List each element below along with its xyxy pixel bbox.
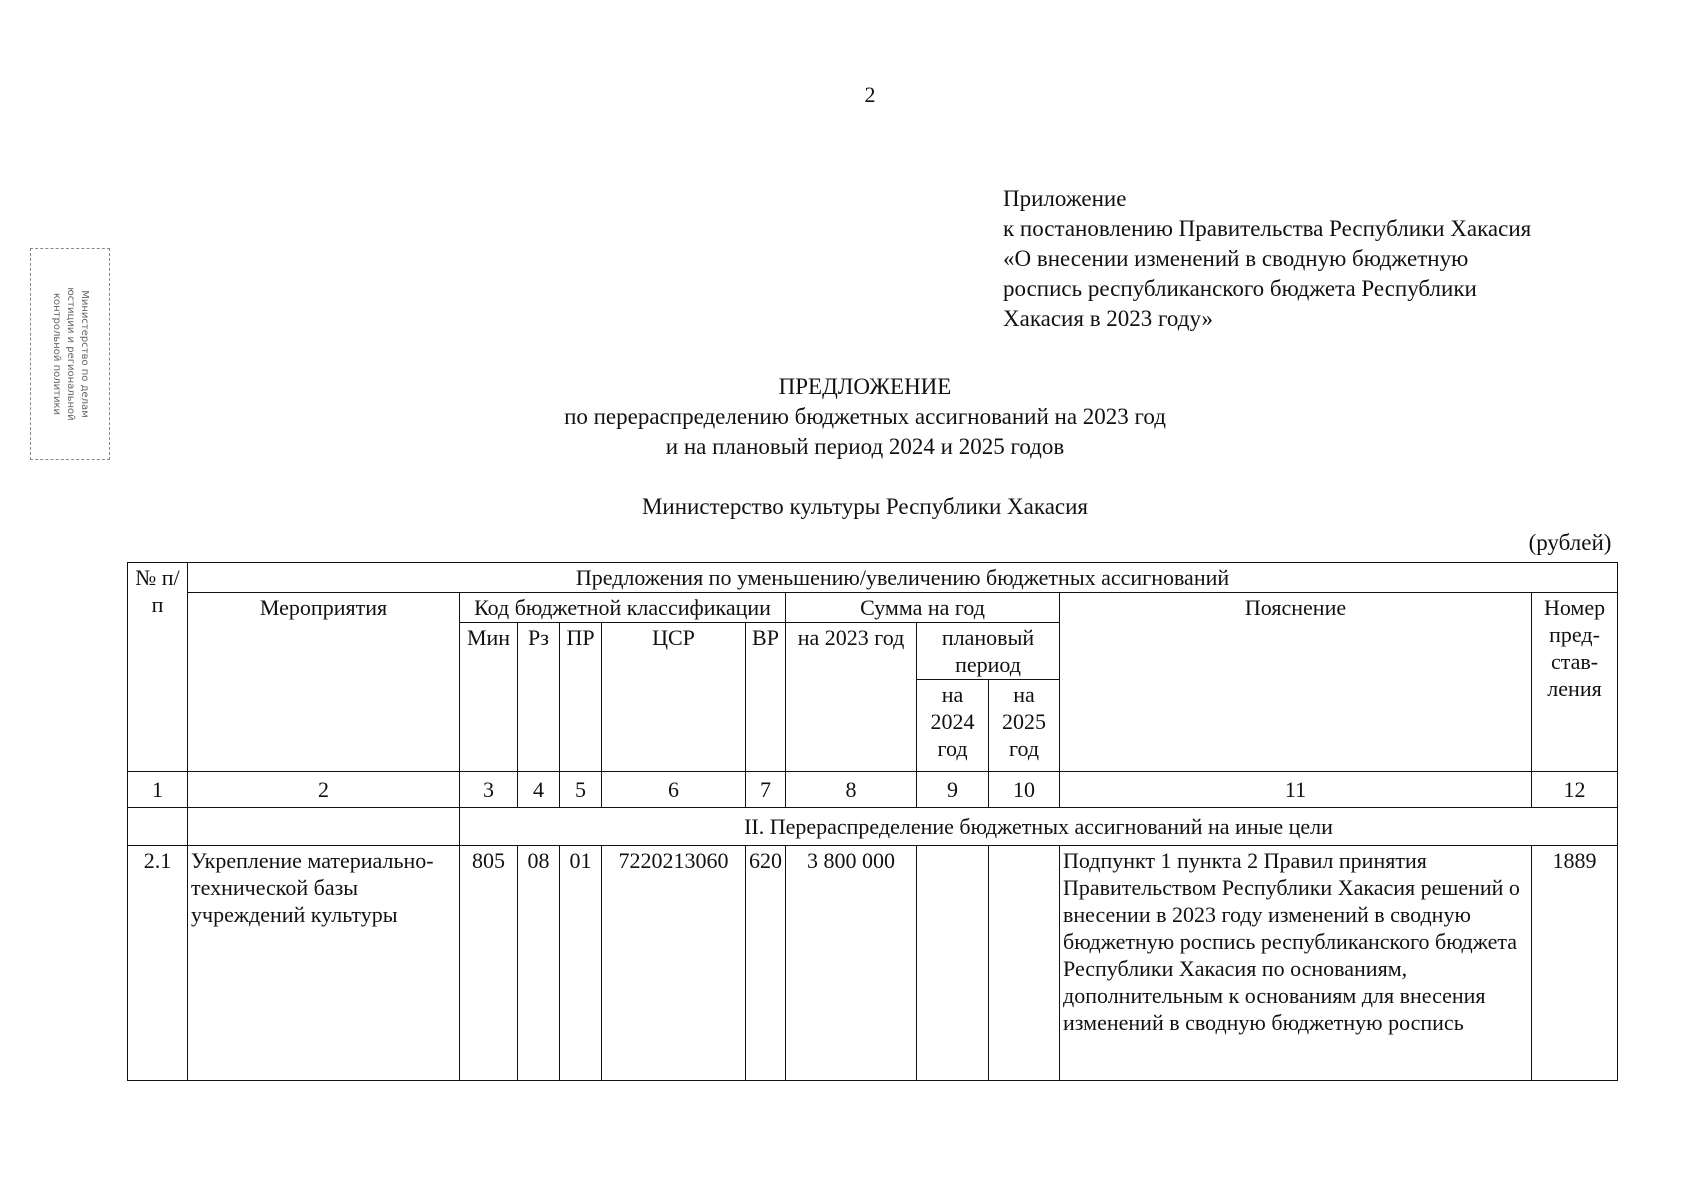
title-line: по перераспределению бюджетных ассигнований на 2023 год	[564, 404, 1166, 429]
header-csr: ЦСР	[602, 623, 746, 772]
column-number-row	[128, 772, 1618, 808]
document-title	[0, 372, 1698, 462]
row-sum-2024	[917, 846, 989, 1081]
row-rz: 08	[518, 846, 560, 1081]
column-number: 5	[560, 772, 602, 808]
column-number: 10	[989, 772, 1060, 808]
row-csr: 7220213060	[602, 846, 746, 1081]
header-no: № п/п	[128, 563, 188, 772]
header-planned: плановый период	[917, 623, 1060, 680]
header-number: Номер пред-став-ления	[1532, 593, 1618, 772]
header-min: Мин	[460, 623, 518, 772]
section-empty-cell	[128, 808, 188, 846]
column-number: 6	[602, 772, 746, 808]
row-vr: 620	[746, 846, 786, 1081]
column-number: 8	[786, 772, 917, 808]
section-row	[128, 808, 1618, 846]
header-sum: Сумма на год	[786, 593, 1060, 623]
column-number: 3	[460, 772, 518, 808]
column-number: 11	[1060, 772, 1532, 808]
column-number: 1	[128, 772, 188, 808]
title-heading: ПРЕДЛОЖЕНИЕ	[778, 374, 952, 399]
header-2024: на 2024 год	[917, 680, 989, 772]
column-number: 2	[188, 772, 460, 808]
units-label: (рублей)	[1528, 530, 1612, 555]
header-vr: ВР	[746, 623, 786, 772]
row-min: 805	[460, 846, 518, 1081]
appendix-line: роспись республиканского бюджета Республики	[1003, 276, 1477, 301]
header-code: Код бюджетной классификации	[460, 593, 786, 623]
header-measures: Мероприятия	[188, 593, 460, 772]
section-empty-cell	[188, 808, 460, 846]
column-number: 7	[746, 772, 786, 808]
appendix-line: к постановлению Правительства Республики Хакасия	[1003, 216, 1532, 241]
row-sum-2025	[989, 846, 1060, 1081]
header-pr: ПР	[560, 623, 602, 772]
stamp-text: Министерство по делам юстиции и региональной контрольной политики	[51, 287, 90, 421]
row-pr: 01	[560, 846, 602, 1081]
header-group: Предложения по уменьшению/увеличению бюджетных ассигнований	[188, 563, 1618, 593]
appendix-line: «О внесении изменений в сводную бюджетную	[1003, 246, 1469, 271]
header-row	[128, 593, 1618, 623]
table-row	[128, 846, 1618, 1081]
appendix-line: Приложение	[1003, 186, 1127, 211]
column-number: 4	[518, 772, 560, 808]
header-rz: Рз	[518, 623, 560, 772]
row-no: 2.1	[128, 846, 188, 1081]
column-number: 9	[917, 772, 989, 808]
header-explanation: Пояснение	[1060, 593, 1532, 772]
title-line: и на плановый период 2024 и 2025 годов	[665, 434, 1065, 459]
appendix-block	[1003, 184, 1643, 334]
row-number: 1889	[1532, 846, 1618, 1081]
ministry-name: Министерство культуры Республики Хакасия	[641, 494, 1089, 519]
appendix-line: Хакасия в 2023 году»	[1003, 306, 1214, 331]
header-2025: на 2025 год	[989, 680, 1060, 772]
budget-table	[127, 562, 1618, 1081]
column-number: 12	[1532, 772, 1618, 808]
page-number: 2	[864, 82, 876, 107]
header-row	[128, 563, 1618, 593]
row-explanation: Подпункт 1 пункта 2 Правил принятия Правительством Республики Хакасия решений о внесении в 2023 году изменений в сводную бюджетную роспись республиканского бюджета Республики Хакасия по основаниям, дополнительным к основаниям для внесения изменений в сводную бюджетную роспись	[1060, 846, 1532, 1081]
row-sum-2023: 3 800 000	[786, 846, 917, 1081]
section-title: II. Перераспределение бюджетных ассигнований на иные цели	[460, 808, 1618, 846]
header-2023: на 2023 год	[786, 623, 917, 772]
row-measure: Укрепление материально-технической базы учреждений культуры	[188, 846, 460, 1081]
